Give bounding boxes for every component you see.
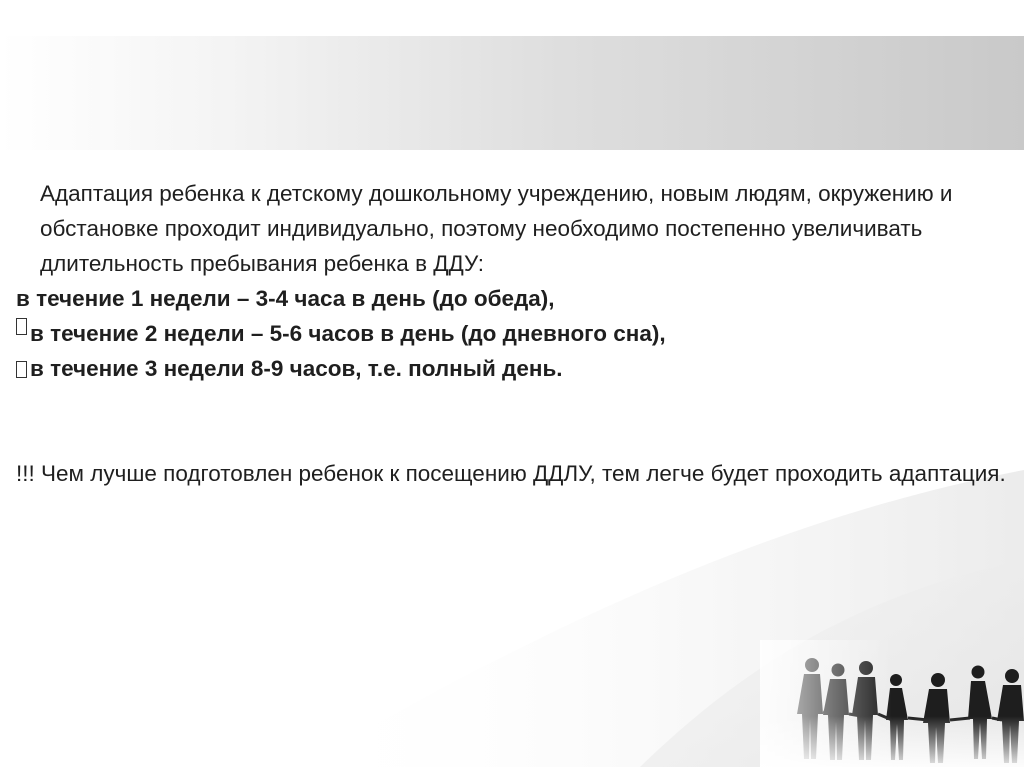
schedule-item-text: в течение 2 недели – 5-6 часов в день (до дневного сна),: [30, 321, 666, 346]
schedule-item-text: в течение 3 недели 8-9 часов, т.е. полный день.: [30, 356, 563, 381]
schedule-item-text: в течение 1 недели – 3-4 часа в день (до обеда),: [16, 286, 555, 311]
note-paragraph: !!! Чем лучше подготовлен ребенок к посещению ДДЛУ, тем легче будет проходить адаптация.: [16, 461, 1006, 486]
intro-paragraph: Адаптация ребенка к детскому дошкольному учреждению, новым людям, окружению и обстановке проходит индивидуально, поэтому необходимо постепенно увеличивать длительность пребывания ребенка в ДДУ:: [40, 181, 953, 276]
